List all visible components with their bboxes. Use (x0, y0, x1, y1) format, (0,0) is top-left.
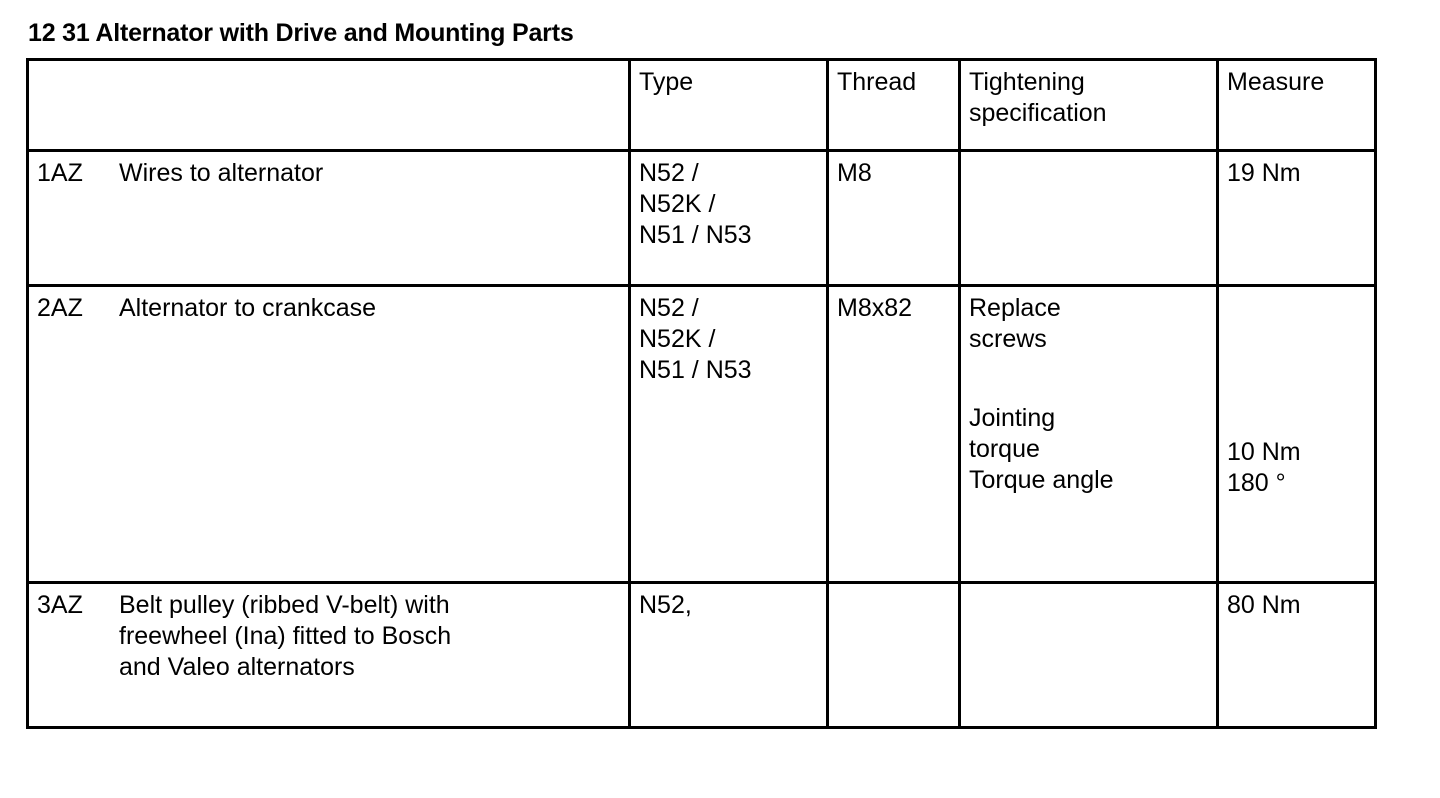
column-header-tightening-specification: Tightening specification (960, 60, 1218, 151)
specification-table (26, 58, 1377, 729)
tightening-line: Replace (969, 294, 1061, 322)
row-tightening-3az (960, 583, 1218, 728)
type-line: N51 / N53 (639, 356, 752, 384)
measure-line: 80 Nm (1227, 591, 1301, 619)
row-id-2az: 2AZ (37, 294, 83, 322)
type-line: N52 / (639, 294, 699, 322)
type-line: N52K / (639, 190, 716, 218)
type-line: N52, (639, 591, 692, 619)
row-type-2az (630, 286, 828, 583)
table-header (28, 60, 1376, 151)
row-text-3az (119, 590, 451, 683)
row-text-2az: Alternator to crankcase (119, 294, 377, 322)
tightening-line: Torque angle (969, 466, 1114, 494)
measure-line: 10 Nm (1227, 438, 1301, 466)
row-description-1az (28, 151, 630, 286)
table-row (28, 286, 1376, 583)
page-title: 12 31 Alternator with Drive and Mounting Parts (28, 19, 574, 47)
row-id-1az: 1AZ (37, 159, 83, 187)
row-measure-3az (1218, 583, 1376, 728)
row-type-3az (630, 583, 828, 728)
column-header-thread: Thread (828, 60, 960, 151)
row-thread-1az: M8 (828, 151, 960, 286)
tightening-line: screws (969, 325, 1047, 353)
tightening-spacer (969, 355, 1208, 403)
type-line: N52 / (639, 159, 699, 187)
description-line: and Valeo alternators (119, 653, 355, 681)
row-thread-2az: M8x82 (828, 286, 960, 583)
table-header-row (28, 60, 1376, 151)
row-tightening-1az (960, 151, 1218, 286)
tightening-line: torque (969, 435, 1040, 463)
row-description-3az (28, 583, 630, 728)
column-header-type: Type (630, 60, 828, 151)
row-text-1az: Wires to alternator (119, 159, 324, 187)
type-line: N51 / N53 (639, 221, 752, 249)
description-line: freewheel (Ina) fitted to Bosch (119, 622, 452, 650)
measure-spacer (1227, 341, 1366, 389)
row-description-2az (28, 286, 630, 583)
table-body (28, 151, 1376, 728)
row-measure-1az (1218, 151, 1376, 286)
row-type-1az (630, 151, 828, 286)
column-header-description (28, 60, 630, 151)
row-thread-3az (828, 583, 960, 728)
table-row (28, 151, 1376, 286)
type-line: N52K / (639, 325, 716, 353)
tightening-line: Jointing (969, 404, 1056, 432)
table-row (28, 583, 1376, 728)
row-measure-2az (1218, 286, 1376, 583)
measure-line: 19 Nm (1227, 159, 1301, 187)
measure-spacer (1227, 389, 1366, 437)
row-tightening-2az (960, 286, 1218, 583)
column-header-measure: Measure (1218, 60, 1376, 151)
row-id-3az: 3AZ (37, 591, 83, 619)
measure-spacer (1227, 293, 1366, 341)
measure-line: 180 ° (1227, 469, 1286, 497)
description-line: Belt pulley (ribbed V-belt) with (119, 591, 450, 619)
